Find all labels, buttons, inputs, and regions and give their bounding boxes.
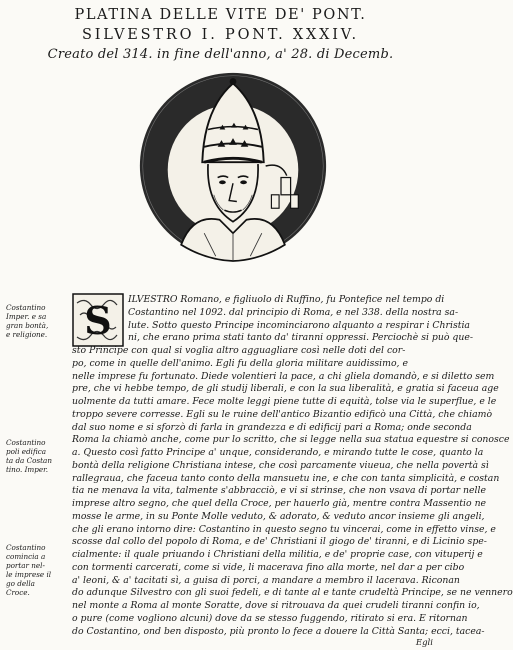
body-line: che gli erano intorno dire: Costantino in questo segno tu vincerai, come in effetto vinse, e	[72, 523, 496, 535]
body-line: a. Questo così fatto Principe a' unque, considerando, e mirando tutte le cose, quanto la	[72, 447, 484, 458]
chapter-title: SILVESTRO I. PONT. XXXIV.	[82, 27, 359, 43]
body-line: sto Principe con qual si voglia altro agguagliare così nelle doti del cor-	[72, 345, 406, 356]
body-line: troppo severe corresse. Egli su le ruine dell'antico Bizantio edificò una Città, che chiamò	[72, 408, 493, 420]
body-line: mosse le arme, in su Ponte Molle veduto, & adorato, & veduto ancor insieme gli angeli,	[72, 510, 485, 522]
body-line: pre, che vi hebbe tempo, de gli studij liberali, e con la sua liberalità, e gratia si faceua age	[72, 383, 499, 395]
margin-note: Costantino comincia a portar nel- le imprese il go della Croce.	[6, 543, 52, 597]
body-line: bontà della religione Christiana intese, che così parcamente viueua, che nella povertà sì	[72, 459, 489, 471]
body-line: nelle imprese fu fortunato. Diede volentieri la pace, a chi gliela domandò, e si diletto sem	[72, 370, 495, 382]
body-line: rallegraua, che faceua tanto conto della mansuetu ine, e che con tanta simplicità, e costan	[72, 472, 500, 484]
body-line: ILVESTRO Romano, e figliuolo di Ruffino, fu Pontefice nel tempo di	[128, 294, 445, 305]
body-line: imprese altro segno, che quel della Croce, per hauerlo già, mentre contra Massentio ne	[72, 498, 487, 509]
body-line: a' leoni, & a' tacitati sì, a guisa di porci, a mandare a membro il lacerava. Riconan	[72, 574, 460, 586]
running-header: PLATINA DELLE VITE DE' PONT.	[74, 7, 367, 23]
margin-note: Costantino Imper. e sa gran bontà, e religione.	[6, 303, 49, 339]
decorated-initial-s	[72, 293, 124, 347]
body-line: ni, che erano prima stati tanto da' tiranni oppressi. Perciochè si può que-	[128, 332, 473, 344]
chapter-subtitle: Creato del 314. in fine dell'anno, a' 28. di Decemb.	[47, 47, 394, 62]
margin-note: Costantino poli edifica ta da Costan tino. Imper.	[6, 438, 52, 474]
body-line: po, come in quelle dell'animo. Egli fu della gloria militare auidissimo, e	[72, 357, 408, 369]
catchword: Egli	[415, 638, 433, 648]
body-line: Costantino nel 1092. dal principio di Roma, e nel 338. della nostra sa-	[128, 306, 459, 318]
body-line: o pure (come vogliono alcuni) dove da se stesso fuggendo, ritirato si era. E ritornan	[72, 612, 468, 624]
pope-tiara-portrait-icon	[137, 70, 329, 262]
dropcap-letter: S	[84, 298, 112, 343]
body-line: Roma la chiamò anche, come pur lo scritto, che si legge nella sua statua equestre si conosce	[72, 434, 510, 446]
body-line: do adunque Silvestro con gli suoi fedeli, e di tante al e tante crudeltà Principe, se ne vennero	[72, 587, 513, 599]
body-line: nel monte a Roma al monte Soratte, dove si ritrouava da quei crudeli tiranni confin io,	[72, 600, 480, 611]
body-line: scosse dal collo del popolo di Roma, e de' Christiani il giogo de' tiranni, e di Licinio spe-	[72, 536, 487, 548]
body-line: tia ne menava la vita, talmente s'abbracciò, e vi si strinse, che non vsava di portar nelle	[72, 485, 486, 497]
body-line: cialmente: il quale priuando i Christiani della militia, e de' proprie case, con vituperij e	[72, 549, 483, 560]
body-line: con tormenti carcerati, come si vide, li macerava fino alla morte, nel dar a per cibo	[72, 561, 465, 573]
body-line: lute. Sotto questo Principe incominciarono alquanto a respirar i Christia	[128, 319, 470, 331]
body-line: do Costantino, ond ben disposto, più pronto lo fece a douere la Città Santa; ecci, tacea-	[72, 625, 485, 637]
body-line: uolmente da tutti amare. Fece molte leggi piene tutte di equità, tolse via le superflue, e le	[72, 396, 497, 407]
body-line: dal suo nome e si sforzò di farla in grandezza e di edificij pari a Roma; onde seconda	[72, 421, 472, 433]
